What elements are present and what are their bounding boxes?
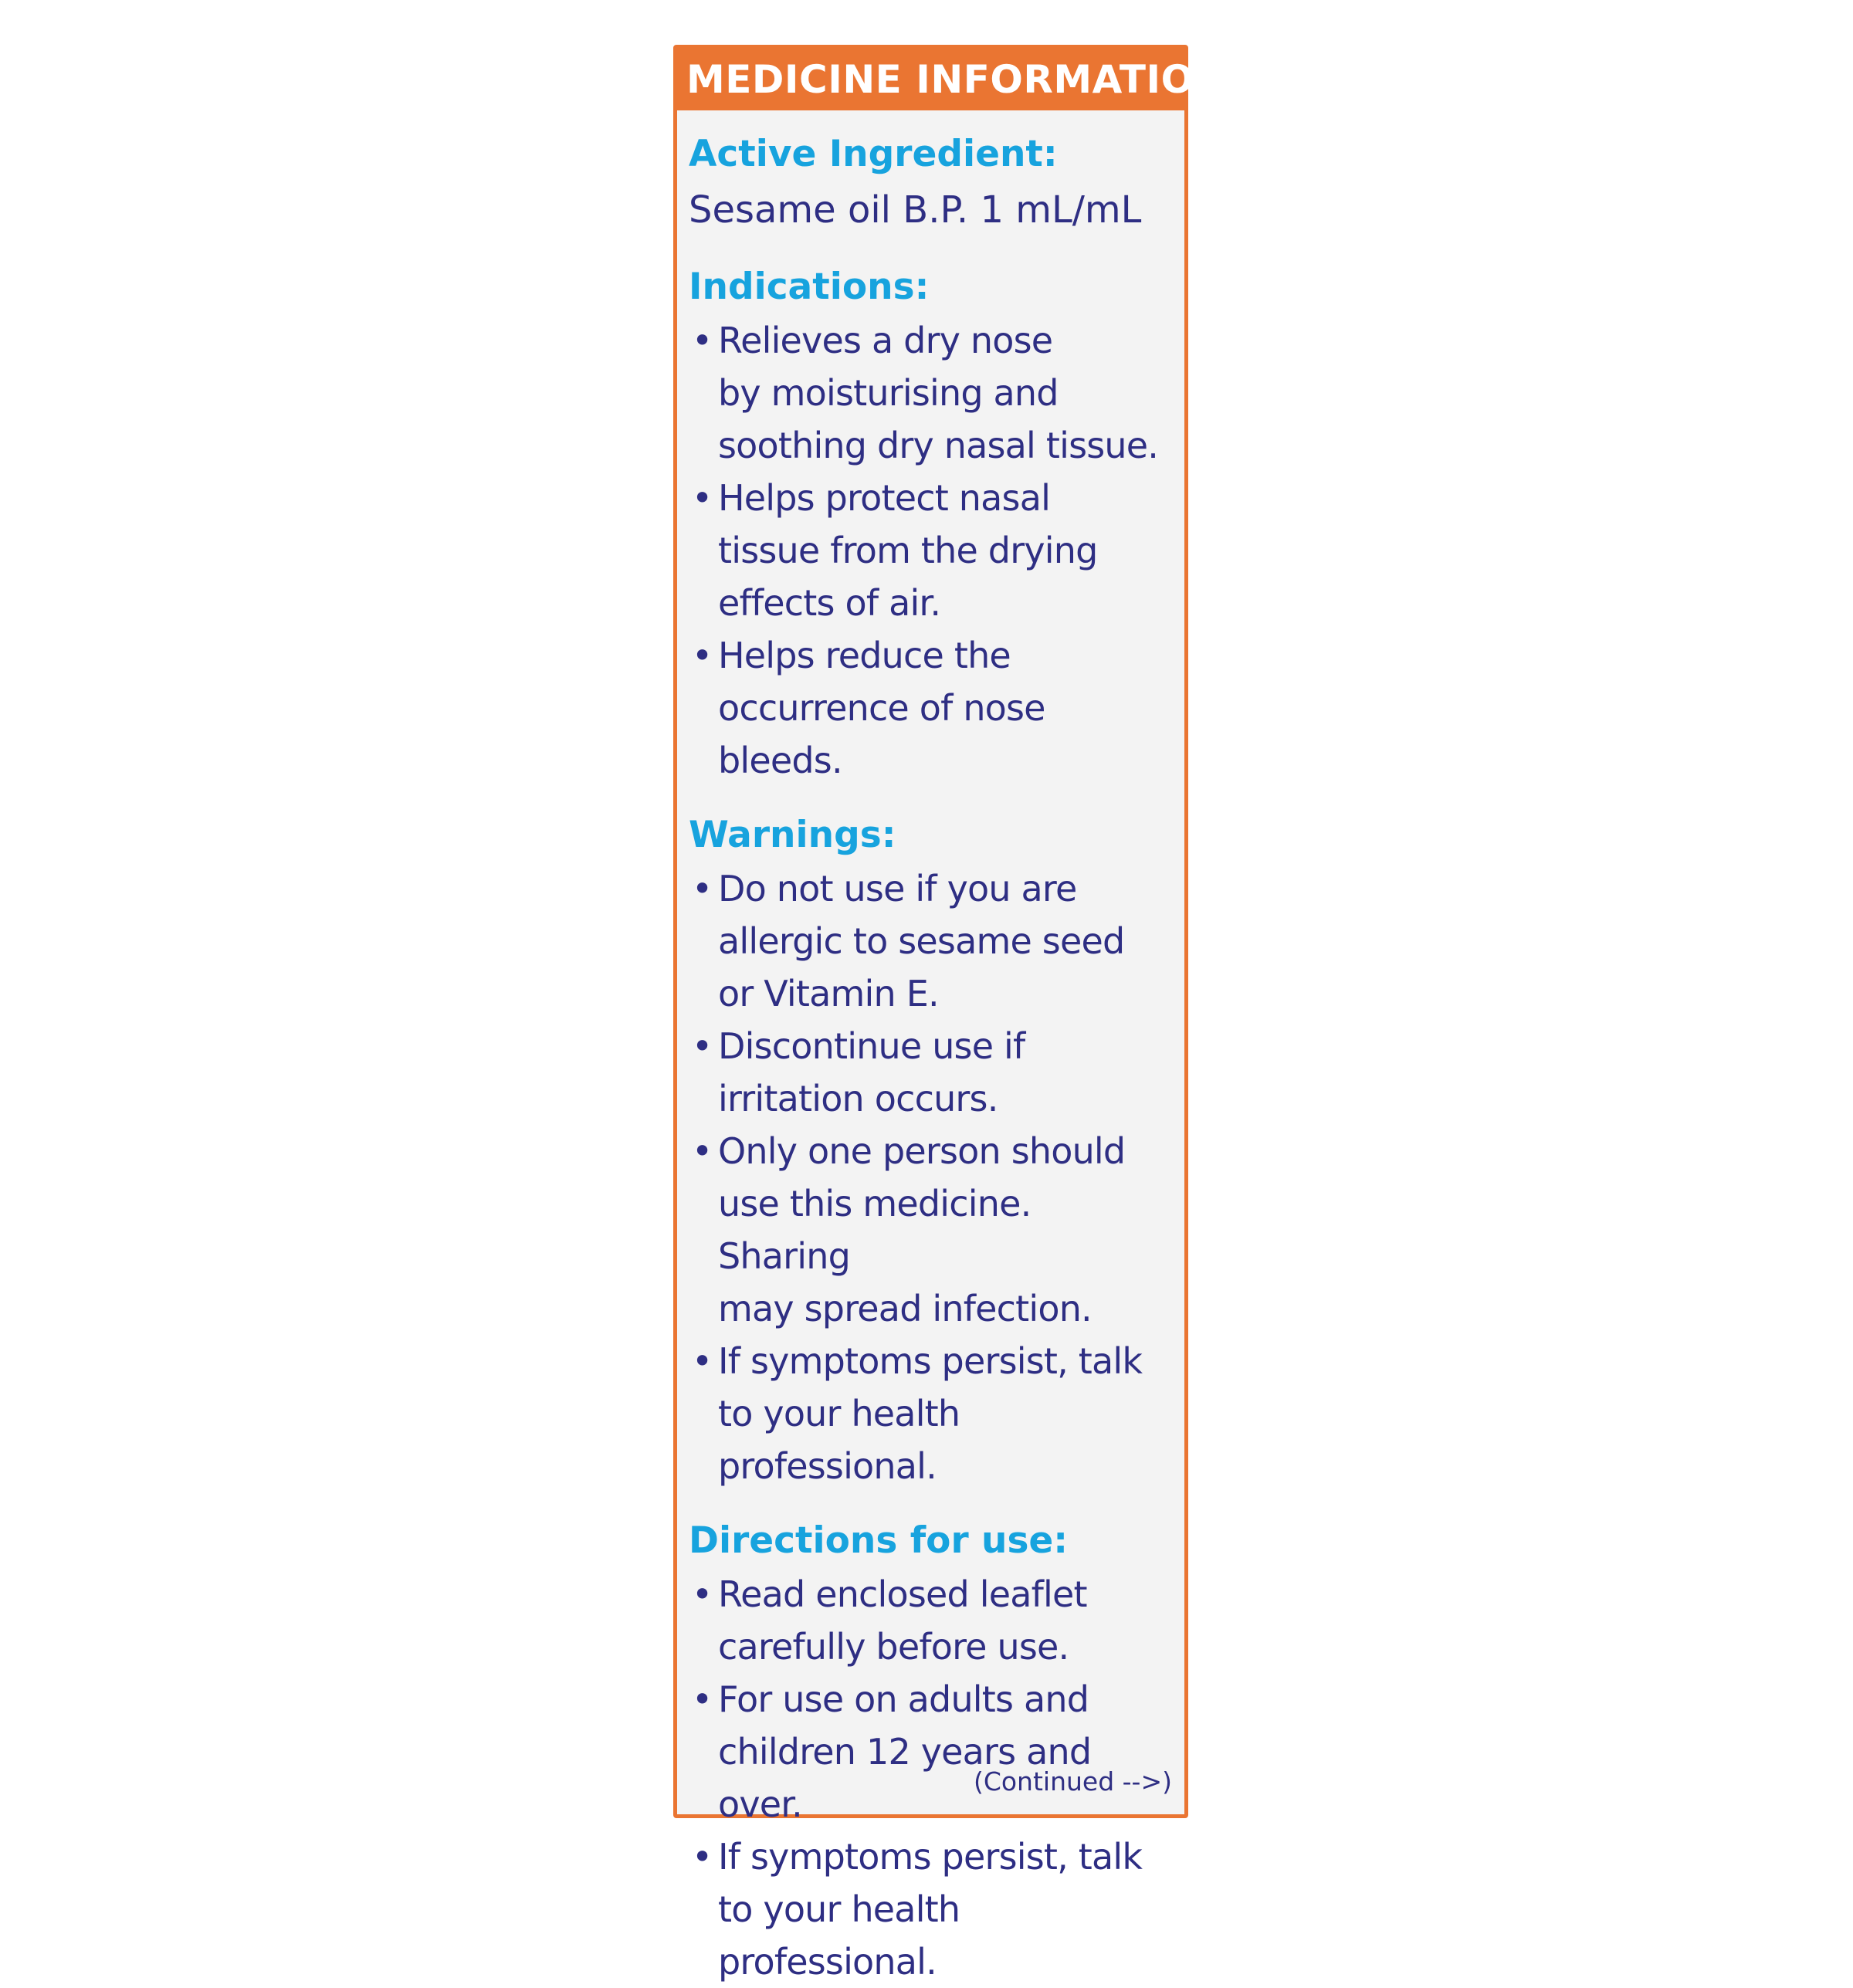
bullet-icon: • — [692, 1573, 713, 1615]
bullet-icon: • — [692, 868, 713, 909]
warning-item — [689, 862, 1174, 1020]
bullet-icon: • — [692, 1836, 713, 1878]
continued-note: (Continued -->) — [973, 1766, 1172, 1797]
warning-item — [689, 1125, 1174, 1335]
direction-item — [689, 1831, 1174, 1988]
active-ingredient-heading: Active Ingredient: — [689, 133, 1058, 175]
indication-text: Relieves a dry nose by moisturising and soothing dry nasal tissue. — [718, 320, 1159, 466]
warnings-list — [689, 862, 1174, 1492]
indication-item — [689, 472, 1174, 629]
indication-text: Helps protect nasal tissue from the drying effects of air. — [718, 477, 1098, 624]
warnings-heading: Warnings: — [689, 814, 896, 856]
indications-heading: Indications: — [689, 266, 930, 308]
warning-text: Do not use if you are allergic to sesame seed or Vitamin E. — [718, 868, 1125, 1014]
panel-title: MEDICINE INFORMATION — [677, 49, 1184, 110]
direction-item — [689, 1673, 1174, 1831]
active-ingredient-text: Sesame oil B.P. 1 mL/mL — [689, 188, 1142, 232]
indications-list — [689, 314, 1174, 787]
bullet-icon: • — [692, 1340, 713, 1382]
warning-text: If symptoms persist, talk to your health professional. — [718, 1340, 1143, 1487]
bullet-icon: • — [692, 1025, 713, 1067]
direction-text: Read enclosed leaflet carefully before use. — [718, 1573, 1087, 1668]
warning-item — [689, 1335, 1174, 1492]
indication-text: Helps reduce the occurrence of nose bleeds. — [718, 635, 1045, 781]
warning-text: Discontinue use if irritation occurs. — [718, 1025, 1025, 1119]
indication-item — [689, 314, 1174, 472]
bullet-icon: • — [692, 1678, 713, 1720]
bullet-icon: • — [692, 635, 713, 676]
panel-body — [677, 110, 1184, 1988]
indication-item — [689, 629, 1174, 787]
warning-item — [689, 1020, 1174, 1125]
medicine-info-panel — [673, 45, 1227, 1983]
bullet-icon: • — [692, 1130, 713, 1172]
direction-text: If symptoms persist, talk to your health professional. — [718, 1836, 1143, 1983]
direction-item — [689, 1568, 1174, 1673]
warning-text: Only one person should use this medicine. Sharing may spread infection. — [718, 1130, 1126, 1329]
bullet-icon: • — [692, 477, 713, 519]
direction-text: For use on adults and children 12 years and over. — [718, 1678, 1092, 1825]
bullet-icon: • — [692, 320, 713, 361]
directions-heading: Directions for use: — [689, 1519, 1069, 1562]
